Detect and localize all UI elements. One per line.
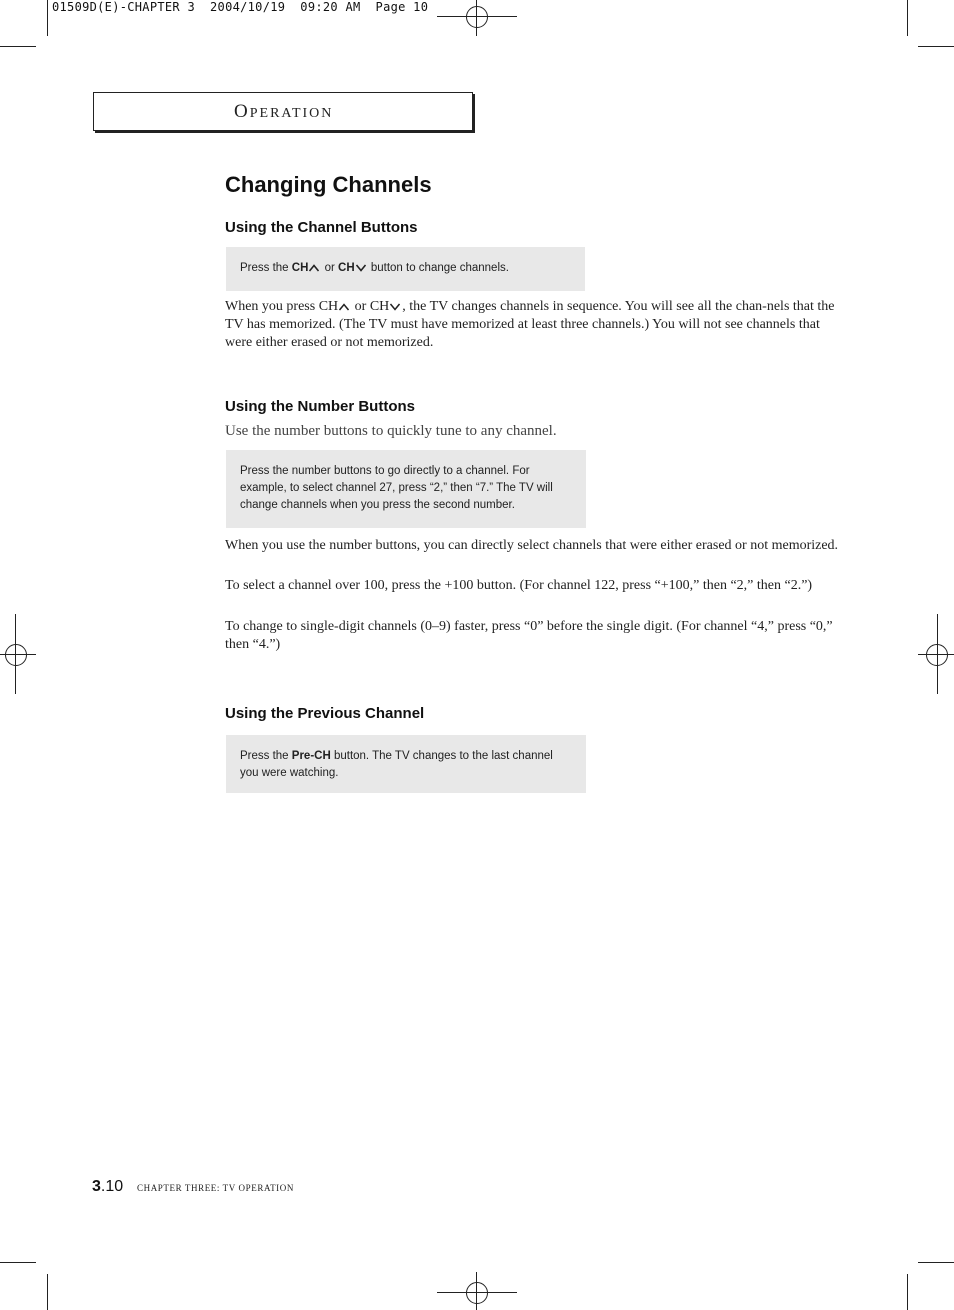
key-label: Pre-CH <box>291 750 331 762</box>
chevron-up-icon <box>339 303 349 311</box>
paragraph-text: or CH <box>351 299 390 314</box>
instruction-box-number-buttons: Press the number buttons to go directly to a channel. For example, to select channel 27, press “2,” then “7.” The TV will change channels when you press the second number. <box>226 450 586 528</box>
registration-mark <box>5 644 27 666</box>
crop-mark <box>907 0 908 36</box>
instruction-box-channel-buttons <box>226 247 585 291</box>
page-number <box>92 1178 123 1196</box>
crop-mark <box>47 1274 48 1310</box>
chevron-down-icon <box>390 303 400 311</box>
page-title: Changing Channels <box>225 172 432 197</box>
body-paragraph: To select a channel over 100, press the +100 button. (For channel 122, press “+100,” then “2,” then “2.”) <box>225 578 813 593</box>
section-label: OPERATION <box>234 101 334 122</box>
crop-mark <box>918 46 954 47</box>
instruction-box-previous-channel <box>226 735 586 793</box>
registration-mark <box>926 644 948 666</box>
registration-mark <box>466 6 488 28</box>
print-slug-line: 01509D(E)-CHAPTER 3 2004/10/19 09:20 AM Page 10 <box>52 0 429 14</box>
crop-mark <box>0 46 36 47</box>
section-heading-previous-channel: Using the Previous Channel <box>225 705 425 722</box>
body-paragraph: When you use the number buttons, you can directly select channels that were either erased or not memorized. <box>225 538 839 553</box>
body-paragraph: To change to single-digit channels (0–9) faster, press “0” before the single digit. (For channel “4,” press “0,” then “4.”) <box>225 619 833 652</box>
instruction-text: or <box>321 262 339 274</box>
instruction-text: button to change channels. <box>367 262 509 274</box>
crop-mark <box>918 1262 954 1263</box>
section-intro: Use the number buttons to quickly tune to any channel. <box>225 423 557 439</box>
paragraph-text: , the TV changes channels in sequence. You will see all the chan-nels that the TV has memorized. (The TV must have memorized at least three channels.) You will not see channels that were either erased or not memorized. <box>225 299 835 350</box>
crop-mark <box>907 1274 908 1310</box>
chevron-up-icon <box>309 264 319 272</box>
chevron-down-icon <box>356 264 366 272</box>
key-label: CH <box>338 262 355 274</box>
instruction-text: button. The TV changes to the last channel you were watching. <box>240 750 553 779</box>
footer-chapter-label: CHAPTER THREE: TV OPERATION <box>137 1183 294 1193</box>
registration-mark <box>466 1282 488 1304</box>
crop-mark <box>47 0 48 36</box>
section-heading-channel-buttons: Using the Channel Buttons <box>225 219 418 236</box>
chapter-number: 3 <box>92 1178 101 1195</box>
instruction-text: Press the <box>240 750 292 762</box>
section-heading-number-buttons: Using the Number Buttons <box>225 398 415 415</box>
section-header-box <box>93 92 473 131</box>
instruction-text: Press the <box>240 262 292 274</box>
body-paragraph <box>225 298 850 352</box>
page-number-suffix: .10 <box>100 1178 124 1195</box>
crop-mark <box>0 1262 36 1263</box>
key-label: CH <box>291 262 309 274</box>
paragraph-text: When you press CH <box>225 299 339 314</box>
